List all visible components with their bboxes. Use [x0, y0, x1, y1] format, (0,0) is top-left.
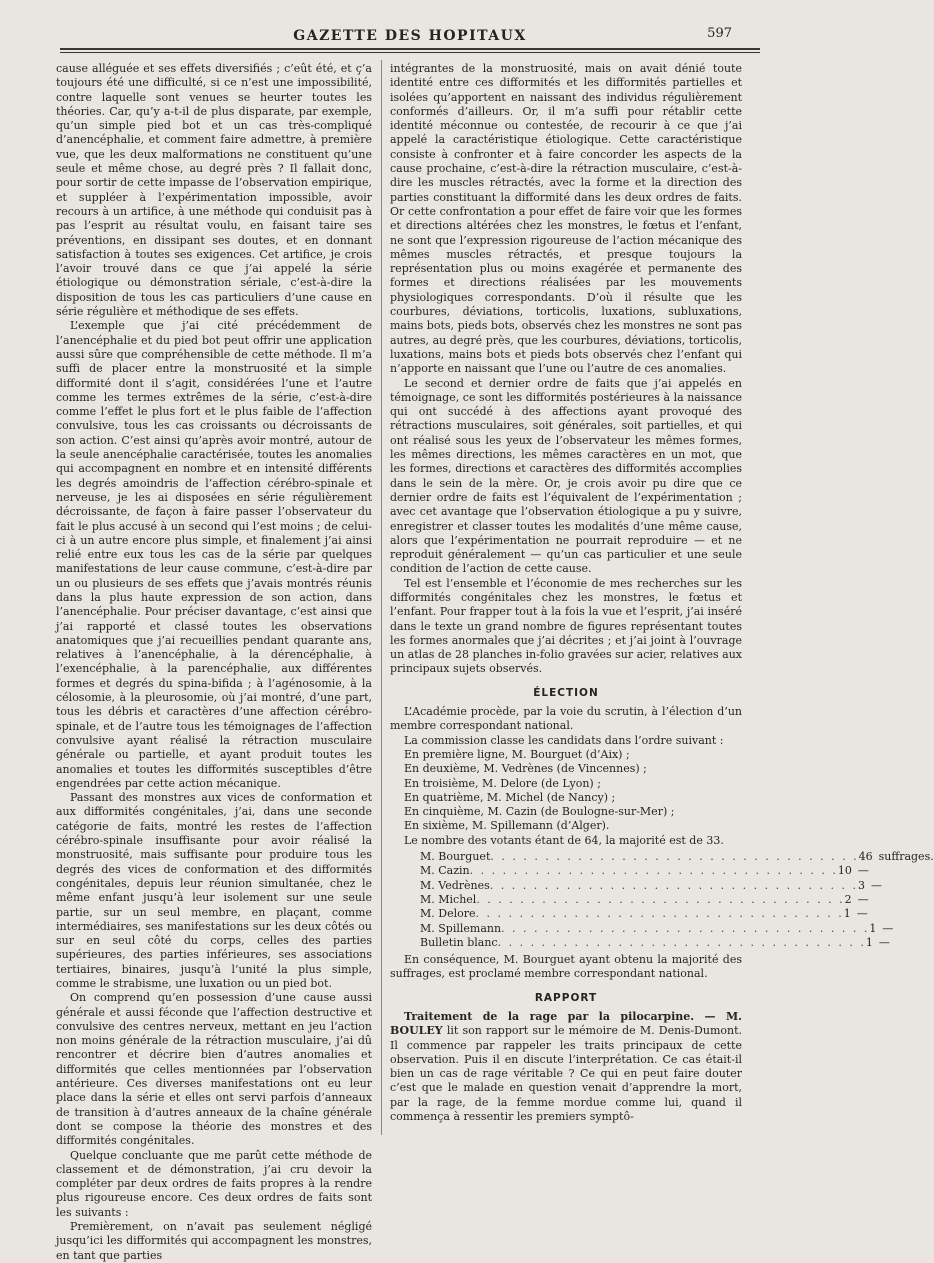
- leader-dots: [501, 922, 869, 936]
- leader-dots: [470, 864, 838, 878]
- paragraph: Quelque concluante que me parût cette méthode de classement et de démonstration, j’ai cru devoir la compléter par deux ordres de faits propres à la rendre plus rigoureuse encore. Ces deux ordres de faits sont les suivants :: [56, 1148, 372, 1219]
- vote-unit: —: [882, 921, 894, 935]
- vote-count: 10: [837, 864, 852, 878]
- rapport-text: lit son rapport sur le mémoire de M. Denis-Dumont. Il commence par rappeler les traits principaux de cette observation. Puis il en discute l’interprétation. Ce cas était-il bien un cas de rage véritable ? Ce qui en peut faire douter c’est que le malade en question venait d’apprendre la mort, par la rage, de la femme mordue comme lui, quand il commença à ressentir les premiers symptô-: [390, 1024, 743, 1124]
- list-item: En deuxième, M. Vedrènes (de Vincennes) ;: [404, 762, 647, 776]
- list-intro: La commission classe les candidats dans l’ordre suivant :: [404, 733, 724, 747]
- vote-count: 2: [844, 892, 852, 906]
- list-item: En cinquième, M. Cazin (de Boulogne-sur-Mer) ;: [404, 805, 675, 819]
- list-item: En sixième, M. Spillemann (d’Alger).: [404, 819, 610, 833]
- candidate-name: M. Vedrènes: [420, 878, 490, 892]
- leader-dots: [476, 893, 844, 907]
- vote-count: 1: [865, 935, 873, 949]
- candidate-ranking: [390, 734, 742, 848]
- list-item: En troisième, M. Delore (de Lyon) ;: [404, 776, 601, 790]
- paragraph: Le second et dernier ordre de faits que j’ai appelés en témoignage, ce sont les difformités postérieures à la naissance qui ont succédé à des affections ayant provoqué des rétractions musculaires, soit générales, soit partielles, et qui ont réalisé sous les yeux de l’observateur les mêmes formes, les mêmes directions, les mêmes caractères en un mot, que les formes, directions et caractères des difformités accomplies dans le sein de la mère. Or, je crois avoir pu dire que ce dernier ordre de faits est l’équivalent de l’expérimentation ; avec cet avantage que l’observation étiologique a pu y suivre, enregistrer et classer toutes les modalités d’une même cause, alors que l’expérimentation ne pourrait reproduire — et ne reproduit généralement — qu’un cas particulier et une seule condition de l’action de cette cause.: [390, 376, 742, 576]
- vote-unit: —: [857, 892, 869, 906]
- vote-unit: suffrages.: [878, 850, 934, 864]
- left-column: [56, 62, 372, 1262]
- rapport-heading: RAPPORT: [534, 991, 598, 1004]
- list-item: En première ligne, M. Bourguet (d’Aix) ;: [404, 747, 630, 761]
- table-row: [420, 935, 890, 950]
- election-conclusion: En conséquence, M. Bourguet ayant obtenu la majorité des suffrages, est proclamé membre correspondant national.: [390, 953, 742, 981]
- vote-unit: —: [857, 864, 869, 878]
- candidate-name: M. Delore: [420, 907, 476, 921]
- header-rule-thin: [60, 52, 760, 53]
- leader-dots: [476, 907, 844, 921]
- table-row: [420, 921, 894, 936]
- table-row: [420, 864, 869, 878]
- candidate-name: M. Michel: [420, 892, 477, 906]
- paragraph: Passant des monstres aux vices de conformation et aux difformités congénitales, j’ai, dans une seconde catégorie de faits, montré les restes de l’affection cérébro-spinale insuffisante pour avoir réalisé la monstruosité, mais suffisante pour produire tous les degrés des vices de conformation et des difformités congénitales, depuis leur réunion simultanée, chez le même enfant jusqu’à leur isolement sur une seule partie, sur un seul membre, en plaçant, comme intermédiaires, ses manifestations sur les deux côtés ou sur en seul côté du corps, celles des parties supérieures, des parties inférieures, ses associations tertiaires, binaires, jusqu’à l’unité la plus simple, comme le strabisme, une luxation ou un pied bot.: [56, 791, 372, 990]
- page-number: 597: [707, 26, 732, 41]
- list-item: En quatrième, M. Michel (de Nancy) ;: [404, 790, 616, 804]
- table-row: [420, 907, 868, 921]
- candidate-name: M. Cazin: [420, 864, 470, 878]
- leader-dots: [490, 850, 858, 864]
- table-row: [420, 850, 934, 864]
- paragraph: cause alléguée et ses effets diversifiés ; c’eût été, et ç’a toujours été une difficulté, si ce n’est une impossibilité, contre laquelle sont venues se heurter toutes les théories. Car, qu’y a-t-il de plus disparate, par exemple, qu’un simple pied bot et un cas très-compliqué d’anencéphalie, et comment faire admettre, à première vue, que les deux malformations ne constituent qu’une seule et même chose, au degré près ? Il fallait donc, pour sortir de cette impasse de l’observation empirique, et suppléer à l’expérimentation impossible, avoir recours à un artifice, à une méthode qui conduisit pas à pas l’esprit au résultat voulu, en faisant taire ses préventions, en dissipant ses doutes, et en donnant satisfaction à toutes ses exigences. Cet artifice, je crois l’avoir trouvé dans ce que j’ai appelé la série étiologique ou démonstration sériale, c’est-à-dire la disposition de tous les cas particuliers d’une cause en série régulière et méthodique de ses effets.: [56, 62, 372, 319]
- candidate-name: Bulletin blanc: [420, 935, 498, 949]
- vote-count: 1: [843, 907, 851, 921]
- paragraph: L’exemple que j’ai cité précédemment de l’anencéphalie et du pied bot peut offrir une application aussi sûre que compréhensible de cette méthode. Il m’a suffi de placer entre la monstruosité et la simple difformité dont il s’agit, considérées l’une et l’autre comme les termes extrêmes de la série, c’est-à-dire comme l’effet le plus fort et le plus faible de l’affection convulsive, tous les cas croissants ou décroissants de son action. C’est ainsi qu’après avoir montré, autour de la seule anencéphalie caractérisée, toutes les anomalies qui accompagnent en nombre et en intensité différents les degrés amoindris de l’affection cérébro-spinale et nerveuse, je les ai disposées en série régulièrement décroissante, de façon à faire passer l’observateur du fait le plus accusé à un second qui l’est moins ; de celui-ci à un autre encore plus simple, et finalement j’ai ainsi relié entre eux tous les cas de la série par quelques manifestations de leur cause commune, c’est-à-dire par un ou plusieurs de ses effets que j’avais montrés réunis dans la plus haute expression de son action, dans l’anencéphalie. Pour préciser davantage, c’est ainsi que j’ai rapporté et classé toutes les observations anatomiques que j’ai recueillies pendant quarante ans, relatives à l’anencéphalie, à la dérencéphalie, à l’exencéphalie, à la parencéphalie, aux différentes formes et degrés du spina-bifida ; à l’agénosomie, à la célosomie, à la pleurosomie, où j’ai montré, d’une part, tous les débris et caractères d’une affection cérébro-spinale, et de l’autre tous les témoignages de l’affection convulsive ayant réalisé la rétraction musculaire générale ou partielle, et ayant produit toutes les anomalies et toutes les difformités susceptibles d’être engendrées par cette action mécanique.: [56, 319, 372, 790]
- paragraph: Premièrement, on n’avait pas seulement négligé jusqu’ici les difformités qui accompagnent les monstres, en tant que parties: [56, 1220, 372, 1262]
- right-column: [390, 62, 934, 1124]
- header-rule: [60, 48, 760, 50]
- votes-line: Le nombre des votants étant de 64, la majorité est de 33.: [404, 833, 724, 847]
- paragraph: Tel est l’ensemble et l’économie de mes recherches sur les difformités congénitales chez les monstres, le fœtus et l’enfant. Pour frapper tout à la fois la vue et l’esprit, j’ai inséré dans le texte un grand nombre de figures représentant toutes les formes anormales que j’ai décrites ; et j’ai joint à l’ouvrage un atlas de 28 planches in-folio gravées sur acier, relatives aux principaux sujets observés.: [390, 576, 742, 676]
- column-divider: [381, 60, 382, 1135]
- paragraph: intégrantes de la monstruosité, mais on avait dénié toute identité entre ces difformités et les difformités partielles et isolées qu’apportent en naissant des individus régulièrement conformés d’ailleurs. Or, il m’a suffi pour rétablir cette identité méconnue ou contestée, de recourir à ce que j’ai appelé la caractéristique étiologique. Cette caractéristique consiste à confronter et à faire concorder les aspects de la cause prochaine, c’est-à-dire la rétraction musculaire, c’est-à-dire les muscles rétractés, avec la forme et la direction des parties constituant la difformité dans les deux ordres de faits. Or cette confrontation a pour effet de faire voir que les formes et directions altérées chez les monstres, le fœtus et l’enfant, ne sont que l’expression rigoureuse de l’action mécanique des mêmes muscles rétractés, et presque toujours la représentation plus ou moins exagérée et permanente des formes et directions réalisées par les mouvements physiologiques correspondants. D’où il résulte que les courbures, déviations, torticolis, luxations, subluxations, mains bots, pieds bots, observés chez les monstres ne sont pas autres, au degré près, que les courbures, déviations, torticolis, luxations, mains bots et pieds bots observés chez l’enfant qui n’apporte en naissant que l’une ou l’autre de ces anomalies.: [390, 62, 742, 376]
- leader-dots: [498, 936, 866, 950]
- election-heading: ÉLECTION: [533, 686, 599, 699]
- election-intro: L’Académie procède, par la voie du scrutin, à l’élection d’un membre correspondant national.: [390, 705, 742, 733]
- table-row: [420, 878, 883, 893]
- vote-count: 46: [858, 850, 873, 864]
- vote-count: 1: [869, 921, 877, 935]
- rapport-title: Traitement de la rage par la pilocarpine. — M. BOULEY: [390, 1010, 742, 1038]
- table-row: [420, 892, 869, 907]
- vote-results: [420, 850, 934, 950]
- candidate-name: M. Spillemann: [420, 921, 502, 935]
- paragraph: On comprend qu’en possession d’une cause aussi générale et aussi féconde que l’affection destructive et convulsive des centres nerveux, mettant en jeu l’action non moins générale de la rétraction musculaire, j’ai dû rencontrer et décrire bien d’autres anomalies et difformités que celles mentionnées par l’observation antérieure. Ces diverses manifestations ont eu leur place dans la série et elles ont servi parfois d’anneaux de transition à d’autres anneaux de la chaîne générale dont se compose la théorie des monstres et des difformités congénitales.: [56, 991, 372, 1148]
- rapport-paragraph: [390, 1010, 742, 1124]
- leader-dots: [490, 879, 858, 893]
- journal-title: GAZETTE DES HOPITAUX: [293, 28, 527, 44]
- vote-unit: —: [856, 907, 868, 921]
- page-header: [60, 26, 760, 54]
- vote-count: 3: [858, 878, 866, 892]
- candidate-name: M. Bourguet: [420, 850, 491, 864]
- vote-unit: —: [878, 935, 890, 949]
- vote-unit: —: [871, 878, 883, 892]
